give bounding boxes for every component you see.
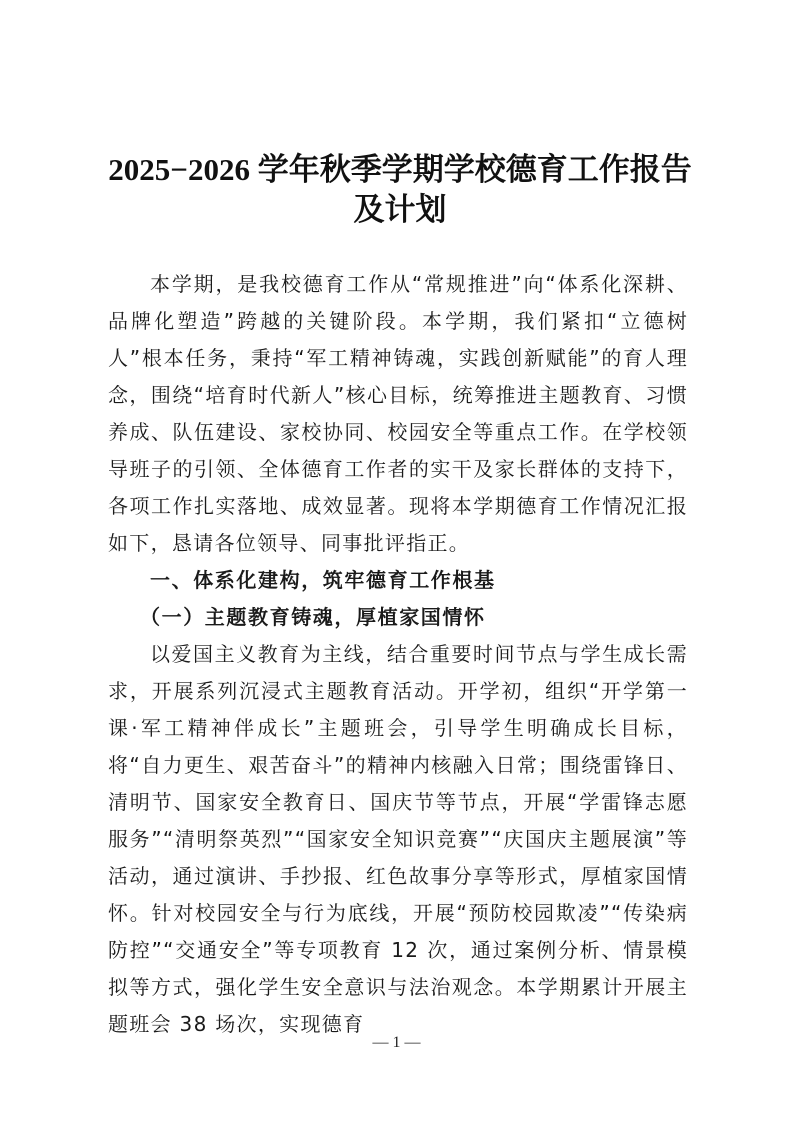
page-number: — 1 — <box>372 1034 421 1051</box>
document-title: 2025−2026 学年秋季学期学校德育工作报告及计划 <box>108 152 692 227</box>
intro-paragraph: 本学期，是我校德育工作从“常规推进”向“体系化深耕、品牌化塑造”跨越的关键阶段。本学期，我们紧扣“立德树人”根本任务，秉持“军工精神铸魂，实践创新赋能”的育人理念，围绕“培育时代新人”核心目标，统筹推进主题教育、习惯养成、队伍建设、家校协同、校园安全等重点工作。在学校领导班子的引领、全体德育工作者的实干及家长群体的支持下，各项工作扎实落地、成效显著。现将本学期德育工作情况汇报如下，恳请各位领导、同事批评指正。 <box>108 272 688 555</box>
subsection-heading-1: （一）主题教育铸魂，厚植家国情怀 <box>140 605 486 629</box>
subsection-paragraph-1: 以爱国主义教育为主线，结合重要时间节点与学生成长需求，开展系列沉浸式主题教育活动。开学初，组织“开学第一课·军工精神伴成长”主题班会，引导学生明确成长目标，将“自力更生、艰苦奋斗”的精神内核融入日常；围绕雷锋日、清明节、国家安全教育日、国庆节等节点，开展“学雷锋志愿服务”“清明祭英烈”“国家安全知识竞赛”“庆国庆主题展演”等活动，通过演讲、手抄报、红色故事分享等形式，厚植家国情怀。针对校园安全与行为底线，开展“预防校园欺凌”“传染病防控”“交通安全”等专项教育 12 次，通过案例分析、情景模拟等方式，强化学生安全意识与法治观念。本学期累计开展主题班会 38 场次，实现德育 <box>108 642 688 1036</box>
section-heading-1: 一、体系化建构，筑牢德育工作根基 <box>150 568 496 592</box>
document-body <box>108 266 688 1043</box>
